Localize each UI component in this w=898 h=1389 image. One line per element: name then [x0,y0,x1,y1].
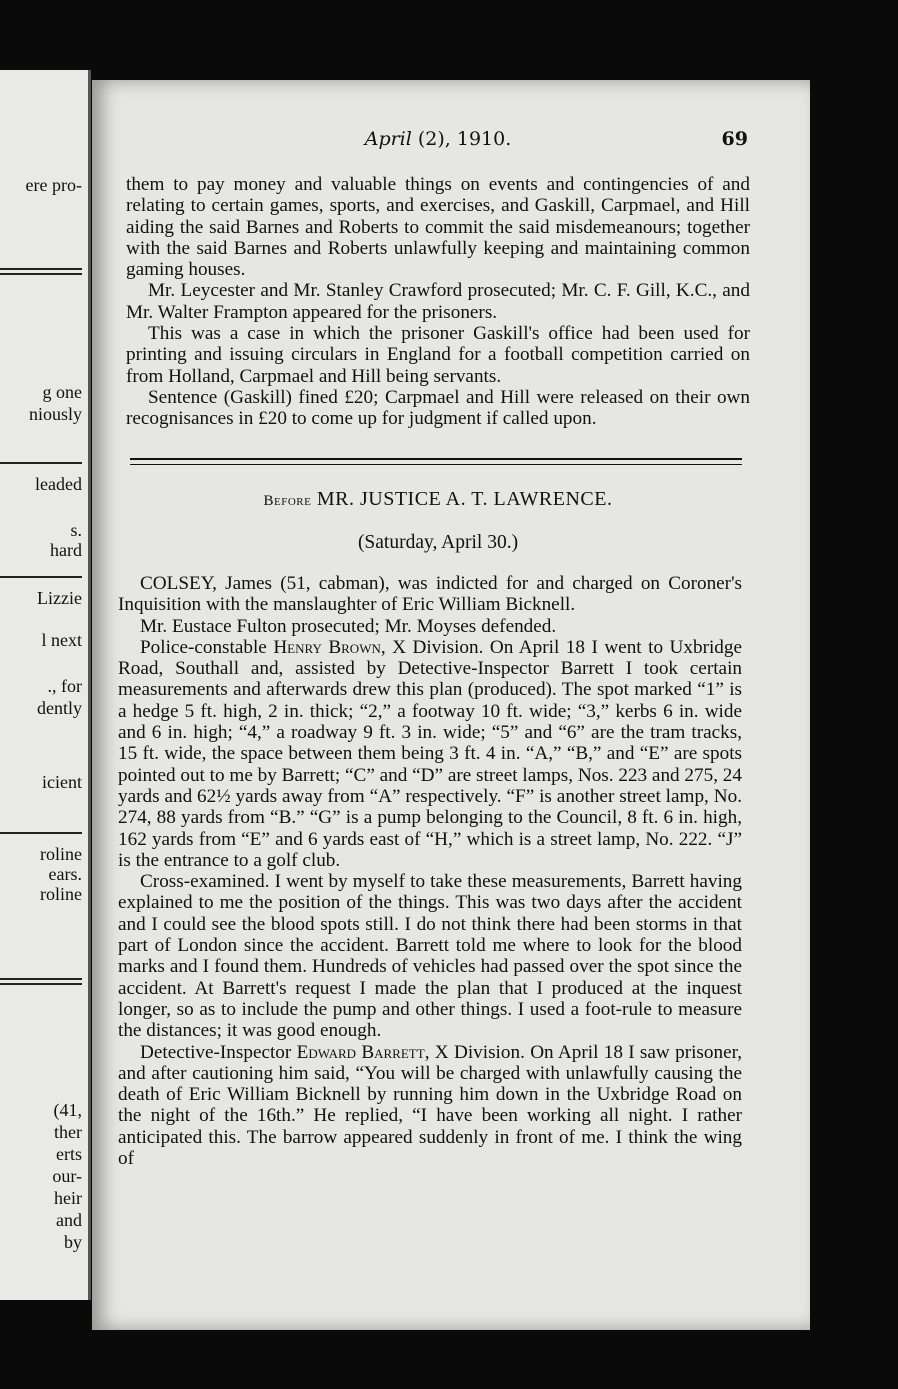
paragraph [118,1042,742,1170]
witness-name: Edward Barrett [296,1041,425,1063]
left-fragment: ears. [48,864,82,884]
witness-testimony: , X Division. On April 18 I went to Uxbridge Road, Southall and, assisted by Detective-Inspector Barrett I took certain measurements and afterwards drew this plan (produced). The spot marked “1” is a hedge 5 ft. high, 2 in. thick; “2,” a footway 10 ft. wide; “3,” kerbs 6 in. wide and 6 in. high; “4,” a roadway 9 ft. 3 in. wide; “5” and “6” are the tram tracks, 15 ft. wide, the space between them being 3 ft. 4 in. “A,” “B,” and “E” are spots pointed out to me by Barrett; “C” and “D” are street lamps, Nos. 223 and 275, 24 yards and 62½ yards away from “A” respectively. “F” is another street lamp, No. 274, 88 yards from “B.” “G” is a pump belonging to the Council, 8 ft. 6 in. high, 162 yards from “E” and 6 yards east of “H,” which is a street lamp, No. 222. “J” is the entrance to a golf club. [118,636,743,871]
header-year: (2), 1910. [417,128,512,150]
top-text-block [126,174,750,430]
left-fragment: heir [54,1188,82,1208]
paragraph [118,637,742,871]
left-fragment: our- [52,1166,82,1186]
left-fragment: icient [42,772,82,792]
witness-title: Detective-Inspector [140,1041,292,1063]
heading-before: Before [263,493,312,509]
paragraph: Mr. Leycester and Mr. Stanley Crawford prosecuted; Mr. C. F. Gill, K.C., and Mr. Walter Frampton appeared for the prisoners. [126,280,750,323]
left-fragment: ere pro- [25,175,82,195]
witness-title: Police-constable [140,636,267,658]
case-text-block [118,573,742,1169]
left-rule [0,268,82,275]
witness-testimony: , X Division. On April 18 I saw prisoner, and after cautioning him said, “You will be charged with unlawfully causing the death of Eric William Bicknell by running him down in the Uxbridge Road on the night of the 16th.” He replied, “I have been working all night. I rather anticipated this. The barrow appeared suddenly in front of me. I think the wing of [118,1041,742,1170]
left-fragment: ., for [47,676,82,696]
section-heading [128,488,748,511]
left-rule [0,832,82,834]
left-fragment: l next [41,630,82,650]
document-page [92,80,810,1330]
paragraph: Cross-examined. I went by myself to take these measurements, Barrett having explained to me the position of the things. This was two days after the accident and I could see the blood spots still. I do not think there had been storms in that part of London since the accident. Barrett told me where to look for the blood marks and I found them. Hundreds of vehicles had passed over the spot since the accident. At Barrett's request I made the plan that I produced at the inquest longer, so as to include the pump and other things. I used a foot-rule to measure the distances; it was good enough. [118,871,742,1042]
left-fragment: niously [28,404,82,424]
left-fragment: by [64,1232,82,1252]
paragraph: This was a case in which the prisoner Gaskill's office had been used for printing and issuing circulars in England for a football competition carried on from Holland, Carpmael and Hill being servants. [126,323,750,387]
left-fragment: and [56,1210,82,1230]
left-rule [0,576,82,578]
left-fragment: (41, [53,1100,82,1120]
paragraph: Sentence (Gaskill) fined £20; Carpmael and Hill were released on their own recognisances in £20 to come up for judgment if called upon. [126,386,750,430]
left-rule [0,462,82,464]
left-fragment: g one [42,382,82,402]
left-rule [0,978,82,985]
left-fragment: s. [70,520,82,540]
left-fragment: ther [54,1122,82,1142]
left-fragment: roline [40,844,82,864]
left-fragment: erts [56,1144,82,1164]
left-fragment: Lizzie [37,588,82,608]
witness-name: Henry Brown [273,636,381,658]
header-title [128,128,748,150]
section-date: (Saturday, April 30.) [357,532,519,553]
page-number: 69 [721,128,748,150]
left-fragment: hard [50,540,82,560]
heading-judge: MR. JUSTICE A. T. LAWRENCE. [316,488,613,510]
left-fragment: dently [37,698,82,718]
left-fragment: leaded [35,474,82,494]
paragraph: Mr. Eustace Fulton prosecuted; Mr. Moyses defended. [140,615,557,637]
left-facing-page [0,70,91,1300]
paragraph: them to pay money and valuable things on events and contingencies of and relating to certain games, sports, and exercises, and Gaskill, Carpmael, and Hill aiding the said Barnes and Roberts to commit the said misdemeanours; together with the said Barnes and Roberts unlawfully keeping and maintaining common gaming houses. [126,174,750,281]
header-month: April [364,128,412,150]
left-fragment: roline [40,884,82,904]
section-divider [130,458,742,465]
paragraph: COLSEY, James (51, cabman), was indicted for and charged on Coroner's Inquisition with the manslaughter of Eric William Bicknell. [118,573,742,616]
